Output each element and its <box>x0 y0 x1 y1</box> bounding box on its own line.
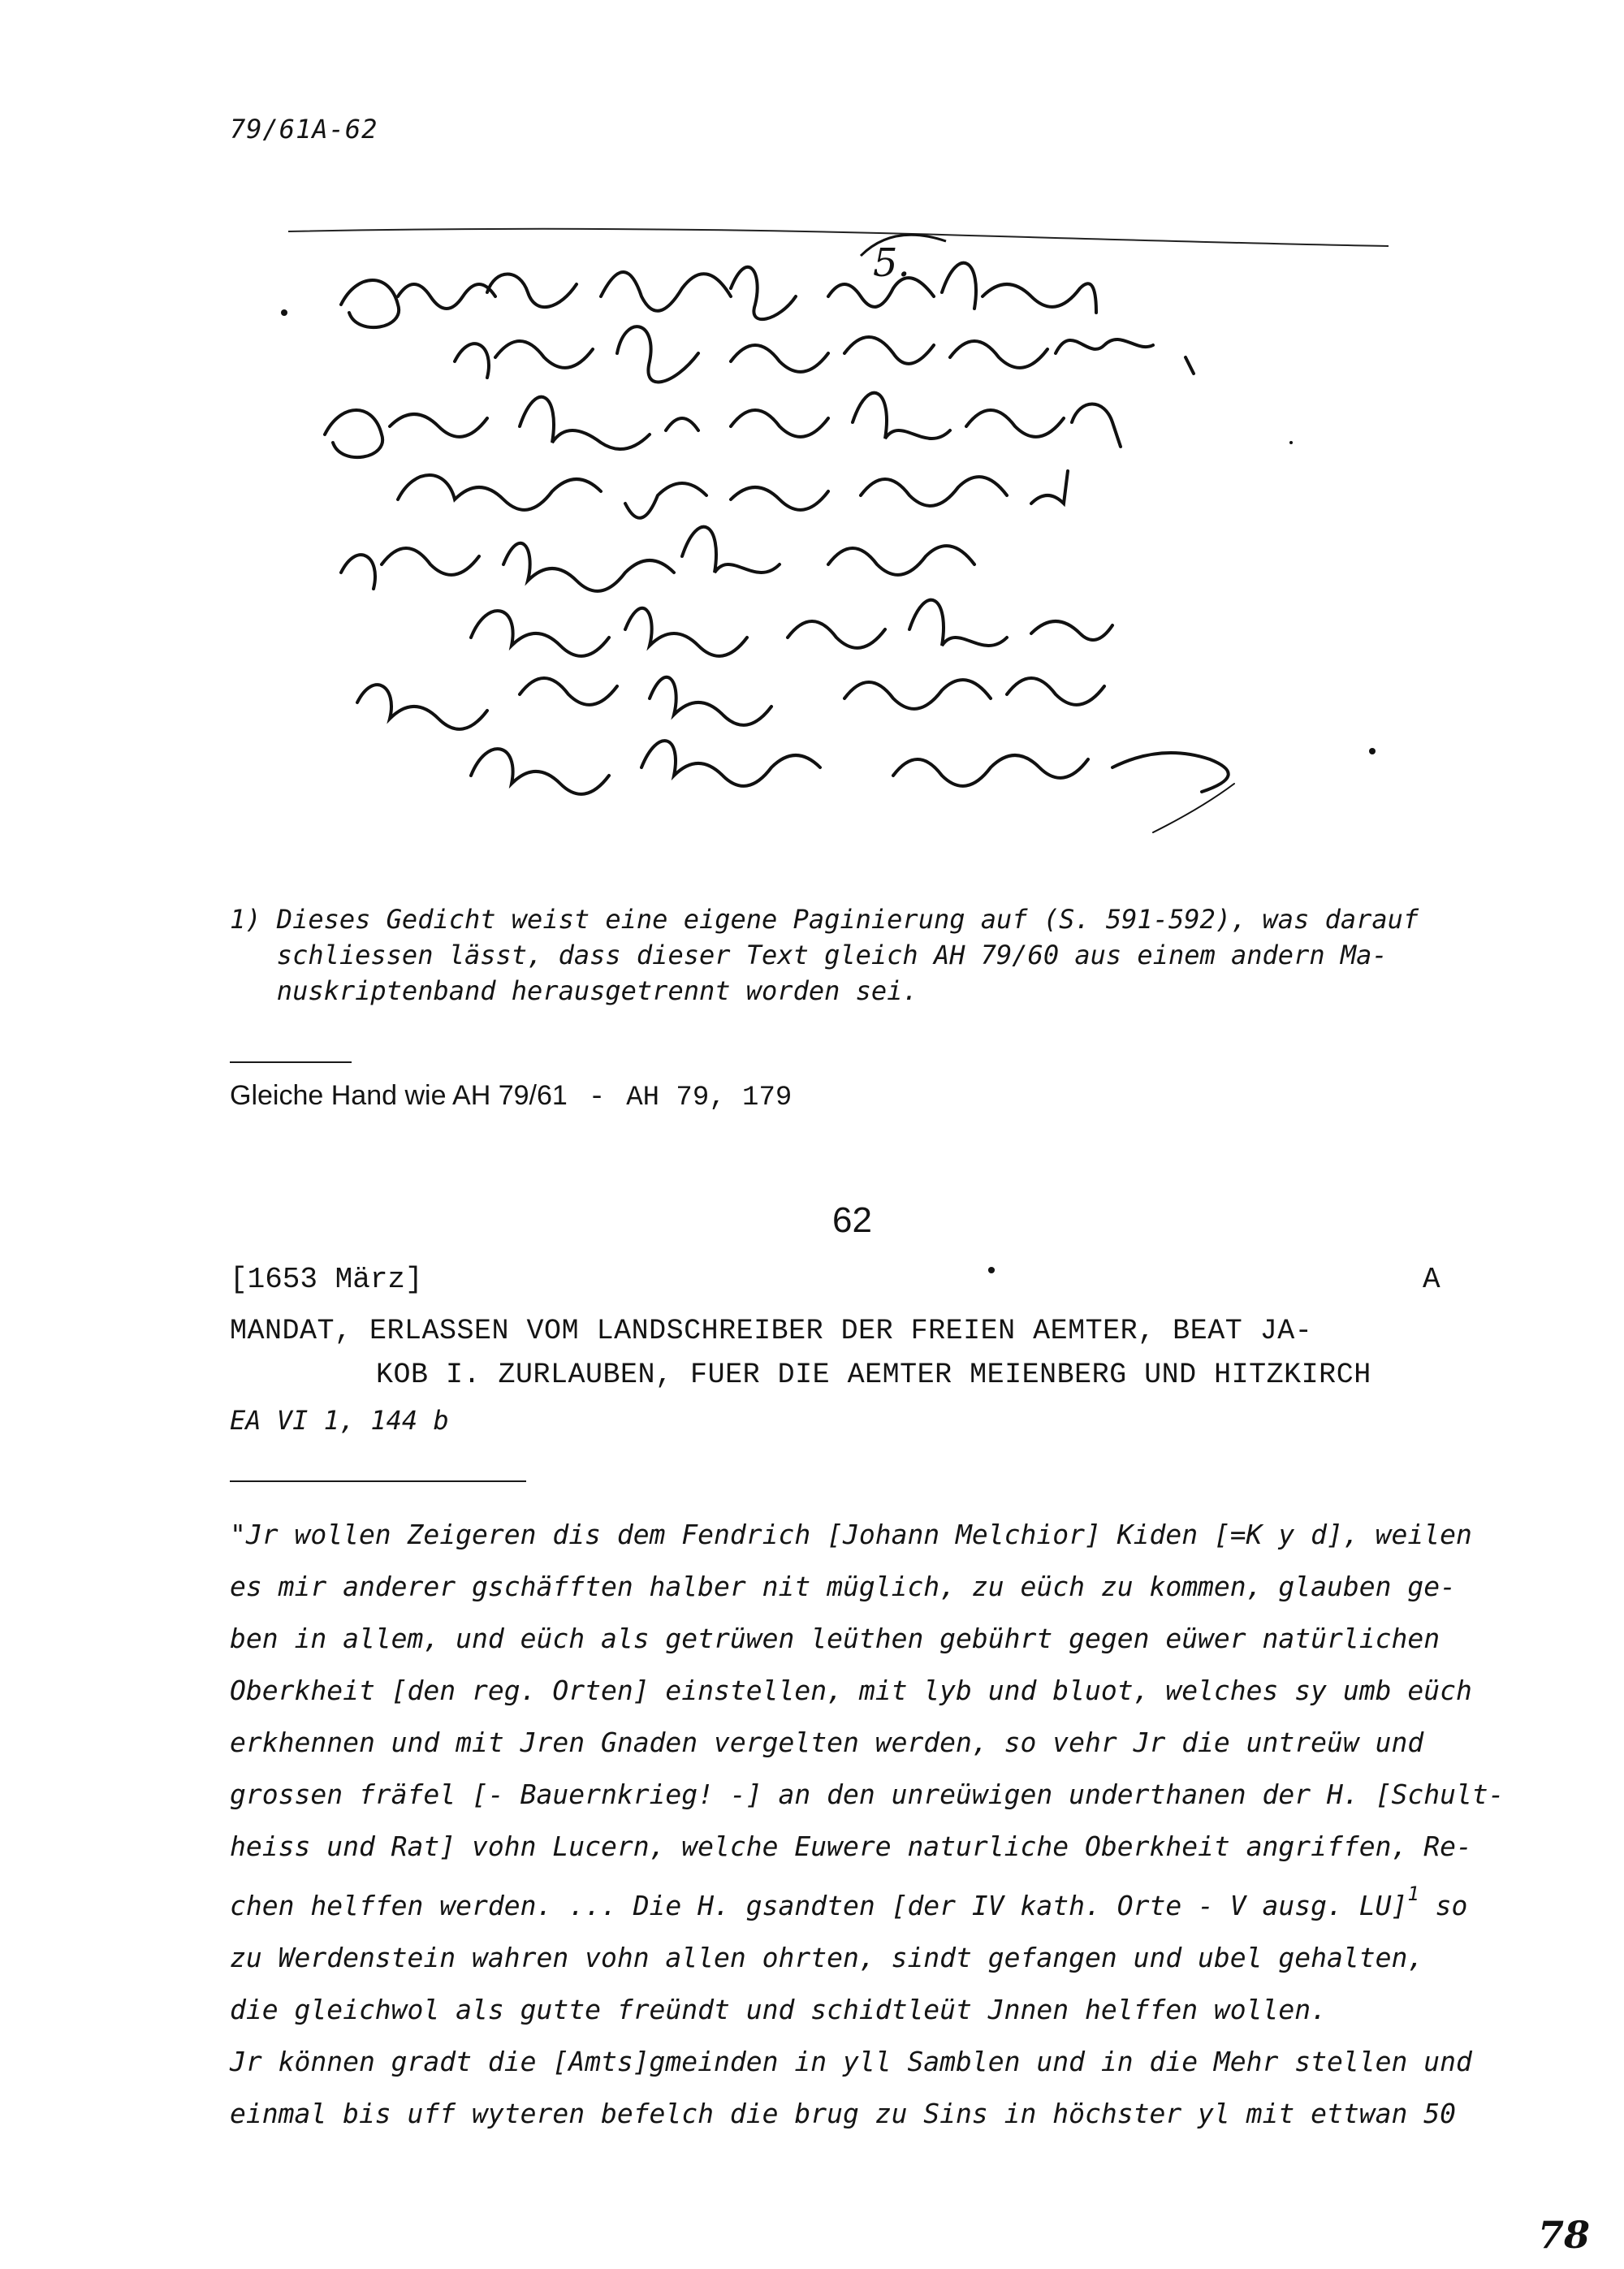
body-line <box>230 1873 1545 1932</box>
handwritten-page-number <box>1535 2201 1600 2258</box>
page-number-text: 78 <box>1538 2213 1591 2257</box>
body-line: die gleichwol als gutte freündt und schidtleüt Jnnen helffen wollen. <box>230 1994 1328 2025</box>
document-title <box>230 1309 1497 1397</box>
manuscript-image <box>276 207 1397 865</box>
body-line: einmal bis uff wyteren befelch die brug zu Sins in höchster yl mit ettwan 50 <box>230 2098 1456 2129</box>
edition-reference: EA VI 1, 144 b <box>230 1405 449 1436</box>
body-line: heiss und Rat] vohn Lucern, welche Euwere naturliche Oberkheit angriffen, Re- <box>230 1830 1472 1862</box>
footnote-line: schliessen lässt, dass dieser Text gleich AH 79/60 aus einem andern Ma- <box>230 940 1388 970</box>
manuscript-page-number: 5. <box>873 240 910 286</box>
body-line: es mir anderer gschäfften halber nit müglich, zu eüch zu kommen, glauben ge- <box>230 1571 1456 1602</box>
same-hand-note <box>230 1080 792 1113</box>
bullet-mark: • <box>984 1259 1000 1286</box>
body-line: Oberkheit [den reg. Orten] einstellen, mit lyb und bluot, welches sy umb eüch <box>230 1675 1472 1706</box>
title-line-2: KOB I. ZURLAUBEN, FUER DIE AEMTER MEIENBERG UND HITZKIRCH <box>376 1359 1371 1391</box>
same-hand-label: Gleiche Hand wie AH 79/61 <box>230 1080 568 1111</box>
body-line: grossen fräfel [- Bauernkrieg! -] an den unreüwigen underthanen der H. [Schult- <box>230 1778 1505 1810</box>
handwritten-lines <box>325 263 1234 832</box>
body-text <box>230 1509 1545 2140</box>
document-date: [1653 März] <box>230 1263 423 1296</box>
footnote-reference: 1 <box>1407 1882 1419 1905</box>
body-line: Jr können gradt die [Amts]gmeinden in yll Samblen und in die Mehr stellen und <box>230 2046 1472 2077</box>
document-reference: 79/61A-62 <box>230 114 378 145</box>
body-line: erkhennen und mit Jren Gnaden vergelten werden, so vehr Jr die untreüw und <box>230 1727 1424 1758</box>
body-line-text: chen helffen werden. ... Die H. gsandten [der IV kath. Orte - V ausg. LU] <box>230 1890 1408 1921</box>
separator-rule <box>230 1480 526 1482</box>
document-number: 62 <box>832 1200 872 1240</box>
body-line: ben in allem, und eüch als getrüwen leüthen gebührt gegen eüwer natürlichen <box>230 1623 1440 1654</box>
title-line-1: MANDAT, ERLASSEN VOM LANDSCHREIBER DER FREIEN AEMTER, BEAT JA- <box>230 1315 1313 1347</box>
body-line: "Jr wollen Zeigeren dis dem Fendrich [Johann Melchior] Kiden [=K y d], weilen <box>230 1519 1472 1550</box>
same-hand-reference: AH 79, 179 <box>626 1083 793 1113</box>
same-hand-separator: - <box>588 1083 606 1113</box>
body-line: zu Werdenstein wahren vohn allen ohrten, sindt gefangen und ubel gehalten, <box>230 1942 1424 1973</box>
footnote-line: 1) Dieses Gedicht weist eine eigene Paginierung auf (S. 591-592), was darauf <box>230 904 1419 935</box>
separator-rule <box>230 1061 352 1063</box>
document-class: A <box>1423 1263 1440 1296</box>
body-line-tail: so <box>1419 1890 1468 1921</box>
handwriting-illustration <box>276 207 1397 865</box>
page-number-glyph <box>1535 2201 1600 2258</box>
footnote <box>230 901 1464 1009</box>
footnote-line: nuskriptenband herausgetrennt worden sei. <box>230 975 918 1006</box>
